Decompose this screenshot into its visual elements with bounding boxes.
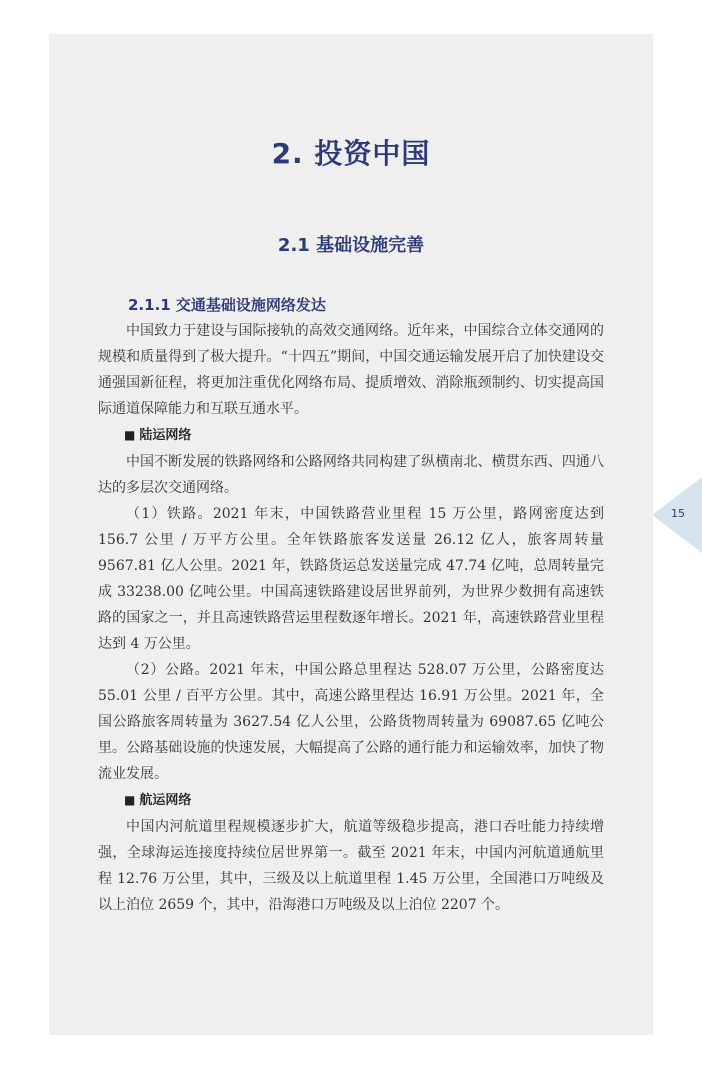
land-paragraph-railway: （1）铁路。2021 年末，中国铁路营业里程 15 万公里，路网密度达到 156.7 公里 / 万平方公里。全年铁路旅客发送量 26.12 亿人，旅客周转量 9567.81 亿人公里。2021 年，铁路货运总发送量完成 47.74 亿吨，总周转量完成 33238.00 亿吨公里。中国高速铁路建设居世界前列，为世界少数拥有高速铁路的国家之一，并且高速铁路营运里程数逐年增长。2021 年，高速铁路营业里程达到 4 万公里。 — [98, 506, 604, 652]
land-network-title: 陆运网络 — [139, 428, 192, 443]
land-paragraph-overview: 中国不断发展的铁路网络和公路网络共同构建了纵横南北、横贯东西、四通八达的多层次交通网络。 — [98, 454, 604, 496]
water-network-heading — [98, 787, 604, 814]
square-bullet-icon: ■ — [124, 793, 136, 807]
subsection-title: 2.1.1 交通基础设施网络发达 — [128, 296, 326, 314]
land-paragraph-highway: （2）公路。2021 年末，中国公路总里程达 528.07 万公里，公路密度达 55.01 公里 / 百平方公里。其中，高速公路里程达 16.91 万公里。2021 年，全国公路旅客周转量为 3627.54 亿人公里，公路货物周转量为 69087.65 亿吨公里。公路基础设施的快速发展，大幅提高了公路的通行能力和运输效率，加快了物流业发展。 — [98, 662, 604, 782]
section-title: 2.1 基础设施完善 — [277, 235, 425, 256]
water-network-title: 航运网络 — [139, 793, 192, 808]
square-bullet-icon: ■ — [124, 428, 136, 442]
land-network-heading — [98, 422, 604, 449]
chapter-title: 2. 投资中国 — [271, 137, 431, 170]
water-paragraph: 中国内河航道里程规模逐步扩大，航道等级稳步提高，港口吞吐能力持续增强，全球海运连接度持续位居世界第一。截至 2021 年末，中国内河航道通航里程 12.76 万公里，其中，三级及以上航道里程 1.45 万公里，全国港口万吨级及以上泊位 2659 个，其中，沿海港口万吨级及以上泊位 2207 个。 — [98, 819, 604, 913]
body-content — [98, 318, 604, 918]
page-number: 15 — [671, 507, 685, 520]
intro-paragraph: 中国致力于建设与国际接轨的高效交通网络。近年来，中国综合立体交通网的规模和质量得到了极大提升。“十四五”期间，中国交通运输发展开启了加快建设交通强国新征程，将更加注重优化网络布局、提质增效、消除瓶颈制约、切实提高国际通道保障能力和互联互通水平。 — [98, 323, 604, 417]
